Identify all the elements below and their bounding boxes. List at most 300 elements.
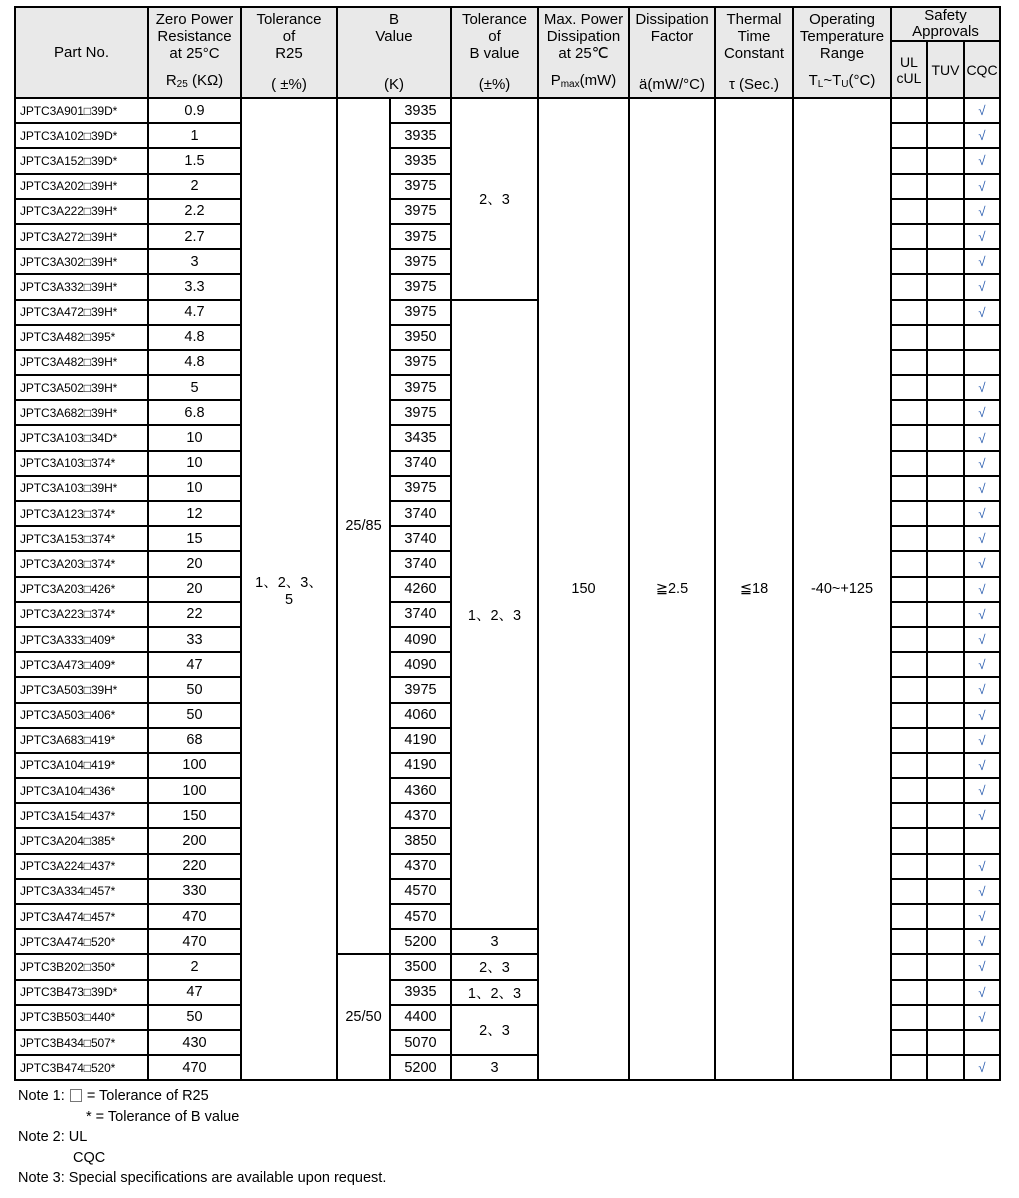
- b-value: 3740: [390, 501, 451, 526]
- tuv-approval: [927, 425, 964, 450]
- ul-approval: [891, 677, 927, 702]
- tuv-approval: [927, 854, 964, 879]
- ul-approval: [891, 1005, 927, 1030]
- header-zero-power-title: [156, 11, 234, 62]
- part-number: JPTC3A152□39D*: [15, 148, 148, 173]
- tuv-approval: [927, 174, 964, 199]
- header-tolerance-b: [451, 7, 538, 98]
- header-operating-temperature: [793, 7, 891, 98]
- b-value: 5070: [390, 1030, 451, 1055]
- zero-power-resistance: 100: [148, 753, 241, 778]
- tuv-approval: [927, 627, 964, 652]
- header-cqc: CQC: [964, 41, 1000, 98]
- cqc-check-icon: [964, 325, 1000, 350]
- part-number: JPTC3A223□374*: [15, 602, 148, 627]
- header-zero-power-unit: $R_{25}$ (KΩ): [165, 72, 224, 90]
- header-line: Tolerance: [461, 11, 528, 28]
- part-number: JPTC3A482□395*: [15, 325, 148, 350]
- b-value: 3950: [390, 325, 451, 350]
- zero-power-resistance: 47: [148, 980, 241, 1005]
- cqc-check-icon: √: [964, 577, 1000, 602]
- tuv-approval: [927, 577, 964, 602]
- ul-approval: [891, 148, 927, 173]
- b-value: 3850: [390, 828, 451, 853]
- b-value: 3935: [390, 148, 451, 173]
- b-value: 4060: [390, 703, 451, 728]
- part-number: JPTC3A222□39H*: [15, 199, 148, 224]
- ul-approval: [891, 451, 927, 476]
- zero-power-resistance: 68: [148, 728, 241, 753]
- zero-power-resistance: 2.7: [148, 224, 241, 249]
- tuv-approval: [927, 703, 964, 728]
- part-number: JPTC3A224□437*: [15, 854, 148, 879]
- b-value: 3740: [390, 526, 451, 551]
- tuv-approval: [927, 526, 964, 551]
- header-tolerance-r25: [241, 7, 337, 98]
- header-line: of: [282, 28, 296, 45]
- b-value: 3935: [390, 123, 451, 148]
- zero-power-resistance: 1: [148, 123, 241, 148]
- part-number: JPTC3A202□39H*: [15, 174, 148, 199]
- header-line: Tolerance: [256, 11, 322, 28]
- zero-power-resistance: 6.8: [148, 400, 241, 425]
- header-line: Dissipation: [635, 11, 709, 28]
- zero-power-resistance: 470: [148, 1055, 241, 1080]
- b-value: 3975: [390, 400, 451, 425]
- cqc-check-icon: √: [964, 300, 1000, 325]
- tuv-approval: [927, 1055, 964, 1080]
- cqc-check-icon: √: [964, 980, 1000, 1005]
- b-value: 5200: [390, 929, 451, 954]
- header-thermal-time-constant-unit: τ (Sec.): [728, 76, 780, 93]
- part-number: JPTC3A683□419*: [15, 728, 148, 753]
- ul-approval: [891, 854, 927, 879]
- box-symbol-icon: [70, 1089, 82, 1102]
- ul-approval: [891, 904, 927, 929]
- tuv-approval: [927, 954, 964, 979]
- tuv-approval: [927, 375, 964, 400]
- notes: [18, 1086, 386, 1189]
- tuv-approval: [927, 980, 964, 1005]
- header-zero-power-content: [149, 8, 240, 97]
- ul-approval: [891, 980, 927, 1005]
- header-safety-approvals: Safety Approvals: [891, 7, 1000, 41]
- ul-approval: [891, 551, 927, 576]
- b-value: 4190: [390, 753, 451, 778]
- ul-approval: [891, 98, 927, 123]
- tolerance-b-value: 2、3: [451, 954, 538, 979]
- zero-power-resistance: 2: [148, 174, 241, 199]
- cqc-check-icon: √: [964, 274, 1000, 299]
- tolerance-r25-line: 1、2、3、: [255, 574, 323, 591]
- header-tolerance-r25-title: [256, 11, 321, 62]
- note-1-b: * = Tolerance of B value: [86, 1108, 240, 1125]
- part-number: JPTC3B473□39D*: [15, 980, 148, 1005]
- header-line: Factor: [650, 28, 694, 45]
- tuv-approval: [927, 199, 964, 224]
- zero-power-resistance: 5: [148, 375, 241, 400]
- part-number: JPTC3A334□457*: [15, 879, 148, 904]
- b-value: 3975: [390, 350, 451, 375]
- b-value: 4570: [390, 904, 451, 929]
- ul-approval: [891, 703, 927, 728]
- header-line: Dissipation: [546, 28, 621, 45]
- tuv-approval: [927, 904, 964, 929]
- zero-power-resistance: 22: [148, 602, 241, 627]
- b-value: 4260: [390, 577, 451, 602]
- b-value: 4570: [390, 879, 451, 904]
- tuv-approval: [927, 224, 964, 249]
- zero-power-resistance: 50: [148, 1005, 241, 1030]
- cqc-check-icon: √: [964, 451, 1000, 476]
- header-tolerance-b-content: [452, 8, 537, 97]
- b-value: 3740: [390, 451, 451, 476]
- part-number: JPTC3B202□350*: [15, 954, 148, 979]
- part-number: JPTC3A153□374*: [15, 526, 148, 551]
- zero-power-resistance: 2.2: [148, 199, 241, 224]
- ul-approval: [891, 123, 927, 148]
- b-value-range: 25/50: [337, 954, 390, 1080]
- thermistor-spec-table: [14, 6, 1001, 1081]
- header-line: Time: [737, 28, 771, 45]
- tolerance-r25-line: 5: [284, 591, 294, 608]
- b-value: 3740: [390, 551, 451, 576]
- cqc-check-icon: √: [964, 954, 1000, 979]
- header-max-power-unit: $P_{max}(mW)$: [550, 72, 617, 90]
- b-value: 3975: [390, 300, 451, 325]
- ul-approval: [891, 778, 927, 803]
- part-number: JPTC3B434□507*: [15, 1030, 148, 1055]
- ul-approval: [891, 954, 927, 979]
- header-line: at 25℃: [558, 45, 609, 62]
- header-line: Zero Power: [155, 11, 234, 28]
- note-3: Note 3: Special specifications are available upon request.: [18, 1170, 387, 1187]
- tuv-approval: [927, 300, 964, 325]
- note-2-b: CQC: [73, 1149, 106, 1166]
- dissipation-factor: ≧2.5: [629, 98, 715, 1080]
- part-number: JPTC3A333□409*: [15, 627, 148, 652]
- cqc-check-icon: √: [964, 652, 1000, 677]
- b-value: 4370: [390, 803, 451, 828]
- zero-power-resistance: 0.9: [148, 98, 241, 123]
- tolerance-b-value: 1、2、3: [451, 980, 538, 1005]
- cqc-check-icon: √: [964, 501, 1000, 526]
- zero-power-resistance: 47: [148, 652, 241, 677]
- tuv-approval: [927, 677, 964, 702]
- b-value: 4090: [390, 652, 451, 677]
- part-number: JPTC3A474□520*: [15, 929, 148, 954]
- cqc-check-icon: √: [964, 778, 1000, 803]
- part-number: JPTC3A332□39H*: [15, 274, 148, 299]
- part-number: JPTC3A154□437*: [15, 803, 148, 828]
- tuv-approval: [927, 602, 964, 627]
- tuv-approval: [927, 551, 964, 576]
- header-operating-temperature-unit: $T_L\sim T_U(^\circ C)$: [808, 72, 876, 90]
- zero-power-resistance: 4.7: [148, 300, 241, 325]
- tuv-approval: [927, 274, 964, 299]
- ul-approval: [891, 803, 927, 828]
- b-value: 4400: [390, 1005, 451, 1030]
- header-tuv: TUV: [927, 41, 964, 98]
- part-number: JPTC3A272□39H*: [15, 224, 148, 249]
- header-line: R25: [275, 45, 303, 62]
- tolerance-r25: [241, 98, 337, 1080]
- cqc-check-icon: √: [964, 854, 1000, 879]
- part-number: JPTC3A474□457*: [15, 904, 148, 929]
- zero-power-resistance: 20: [148, 551, 241, 576]
- header-tolerance-r25-unit: ( ±%): [271, 76, 307, 93]
- header-zero-power: [148, 7, 241, 98]
- zero-power-resistance: 330: [148, 879, 241, 904]
- zero-power-resistance: 50: [148, 703, 241, 728]
- zero-power-resistance: 470: [148, 904, 241, 929]
- b-value: 4090: [390, 627, 451, 652]
- b-value: 3740: [390, 602, 451, 627]
- part-number: JPTC3A203□426*: [15, 577, 148, 602]
- zero-power-resistance: 12: [148, 501, 241, 526]
- zero-power-resistance: 200: [148, 828, 241, 853]
- header-ul-cul: UL cUL: [891, 41, 927, 98]
- part-number: JPTC3A502□39H*: [15, 375, 148, 400]
- ul-approval: [891, 577, 927, 602]
- tuv-approval: [927, 753, 964, 778]
- header-line: of: [488, 28, 501, 45]
- ul-approval: [891, 325, 927, 350]
- b-value: 3975: [390, 174, 451, 199]
- header-max-power: [538, 7, 629, 98]
- zero-power-resistance: 10: [148, 476, 241, 501]
- cqc-check-icon: √: [964, 728, 1000, 753]
- zero-power-resistance: 3: [148, 249, 241, 274]
- cqc-check-icon: √: [964, 879, 1000, 904]
- part-number: JPTC3A102□39D*: [15, 123, 148, 148]
- ul-approval: [891, 425, 927, 450]
- part-number: JPTC3A104□436*: [15, 778, 148, 803]
- ul-approval: [891, 526, 927, 551]
- b-value: 4190: [390, 728, 451, 753]
- ul-approval: [891, 1055, 927, 1080]
- ul-approval: [891, 249, 927, 274]
- tolerance-b-value: 1、2、3: [451, 300, 538, 930]
- ul-approval: [891, 879, 927, 904]
- tuv-approval: [927, 879, 964, 904]
- ul-approval: [891, 728, 927, 753]
- tuv-approval: [927, 249, 964, 274]
- header-line: Range: [819, 45, 865, 62]
- header-line: B: [388, 11, 399, 28]
- zero-power-resistance: 1.5: [148, 148, 241, 173]
- zero-power-resistance: 3.3: [148, 274, 241, 299]
- part-number: JPTC3B503□440*: [15, 1005, 148, 1030]
- header-line: Max. Power: [543, 11, 624, 28]
- ul-approval: [891, 476, 927, 501]
- zero-power-resistance: 4.8: [148, 350, 241, 375]
- cqc-check-icon: √: [964, 677, 1000, 702]
- b-value: 3935: [390, 980, 451, 1005]
- tuv-approval: [927, 123, 964, 148]
- tolerance-b-value: 3: [451, 1055, 538, 1080]
- header-tolerance-b-title: [462, 11, 527, 62]
- ul-approval: [891, 199, 927, 224]
- header-line: Thermal: [726, 11, 782, 28]
- zero-power-resistance: 100: [148, 778, 241, 803]
- ul-approval: [891, 828, 927, 853]
- tuv-approval: [927, 1005, 964, 1030]
- cqc-check-icon: √: [964, 123, 1000, 148]
- b-value: 5200: [390, 1055, 451, 1080]
- ul-approval: [891, 929, 927, 954]
- part-number: JPTC3A204□385*: [15, 828, 148, 853]
- part-number: JPTC3A123□374*: [15, 501, 148, 526]
- zero-power-resistance: 150: [148, 803, 241, 828]
- cqc-check-icon: √: [964, 1055, 1000, 1080]
- b-value: 3975: [390, 375, 451, 400]
- header-dissipation-factor-unit: ä(mW/°C): [639, 76, 705, 93]
- cqc-check-icon: √: [964, 199, 1000, 224]
- b-value: 3975: [390, 199, 451, 224]
- header-line: Temperature: [799, 28, 885, 45]
- header-max-power-content: [539, 8, 628, 97]
- ul-approval: [891, 627, 927, 652]
- cqc-check-icon: √: [964, 602, 1000, 627]
- header-dissipation-factor-content: [630, 8, 714, 97]
- cqc-check-icon: √: [964, 375, 1000, 400]
- cqc-check-icon: √: [964, 929, 1000, 954]
- tuv-approval: [927, 350, 964, 375]
- tuv-approval: [927, 325, 964, 350]
- part-number: JPTC3A503□39H*: [15, 677, 148, 702]
- part-number: JPTC3A103□39H*: [15, 476, 148, 501]
- zero-power-resistance: 4.8: [148, 325, 241, 350]
- zero-power-resistance: 50: [148, 677, 241, 702]
- zero-power-resistance: 10: [148, 425, 241, 450]
- max-power-dissipation: 150: [538, 98, 629, 1080]
- header-b-value-title: [375, 11, 412, 45]
- header-operating-temperature-title: [800, 11, 884, 62]
- header-line: Resistance: [157, 28, 232, 45]
- tolerance-b-value: 2、3: [451, 1005, 538, 1055]
- header-max-power-title: [544, 11, 623, 62]
- part-number: JPTC3A302□39H*: [15, 249, 148, 274]
- header-line: at 25°C: [169, 45, 220, 62]
- cqc-check-icon: √: [964, 803, 1000, 828]
- header-b-value-unit: (K): [384, 76, 404, 93]
- cqc-check-icon: √: [964, 753, 1000, 778]
- tuv-approval: [927, 828, 964, 853]
- cqc-check-icon: [964, 1030, 1000, 1055]
- cqc-check-icon: √: [964, 249, 1000, 274]
- tuv-approval: [927, 98, 964, 123]
- cqc-check-icon: √: [964, 526, 1000, 551]
- header-thermal-time-constant: [715, 7, 793, 98]
- tuv-approval: [927, 148, 964, 173]
- header-dissipation-factor-title: [635, 11, 708, 45]
- cqc-check-icon: √: [964, 551, 1000, 576]
- zero-power-resistance: 33: [148, 627, 241, 652]
- cqc-check-icon: √: [964, 148, 1000, 173]
- tuv-approval: [927, 476, 964, 501]
- tuv-approval: [927, 1030, 964, 1055]
- part-number: JPTC3A103□34D*: [15, 425, 148, 450]
- ul-approval: [891, 753, 927, 778]
- zero-power-resistance: 20: [148, 577, 241, 602]
- header-thermal-time-constant-content: [716, 8, 792, 97]
- b-value-range: 25/85: [337, 98, 390, 954]
- zero-power-resistance: 470: [148, 929, 241, 954]
- tuv-approval: [927, 451, 964, 476]
- cqc-check-icon: [964, 350, 1000, 375]
- header-line: Value: [375, 28, 413, 45]
- cqc-check-icon: √: [964, 425, 1000, 450]
- tolerance-b-value: 2、3: [451, 98, 538, 300]
- cqc-check-icon: √: [964, 98, 1000, 123]
- part-number: JPTC3A901□39D*: [15, 98, 148, 123]
- cqc-check-icon: √: [964, 224, 1000, 249]
- ul-approval: [891, 274, 927, 299]
- thermal-time-constant: ≦18: [715, 98, 793, 1080]
- header-tolerance-b-unit: (±%): [478, 76, 511, 93]
- header-operating-temperature-content: [794, 8, 890, 97]
- tuv-approval: [927, 929, 964, 954]
- part-number: JPTC3A682□39H*: [15, 400, 148, 425]
- ul-approval: [891, 350, 927, 375]
- zero-power-resistance: 220: [148, 854, 241, 879]
- zero-power-resistance: 15: [148, 526, 241, 551]
- part-number: JPTC3A503□406*: [15, 703, 148, 728]
- header-tolerance-r25-content: [242, 8, 336, 97]
- ul-approval: [891, 400, 927, 425]
- zero-power-resistance: 10: [148, 451, 241, 476]
- part-number: JPTC3A482□39H*: [15, 350, 148, 375]
- part-number: JPTC3A103□374*: [15, 451, 148, 476]
- tolerance-b-value: 3: [451, 929, 538, 954]
- zero-power-resistance: 2: [148, 954, 241, 979]
- ul-approval: [891, 375, 927, 400]
- ul-approval: [891, 174, 927, 199]
- cqc-check-icon: √: [964, 174, 1000, 199]
- part-number: JPTC3A104□419*: [15, 753, 148, 778]
- b-value: 3935: [390, 98, 451, 123]
- header-b-value-content: [338, 8, 450, 97]
- ul-approval: [891, 300, 927, 325]
- header-line: Operating: [809, 11, 875, 28]
- ul-approval: [891, 501, 927, 526]
- b-value: 3435: [390, 425, 451, 450]
- b-value: 3975: [390, 249, 451, 274]
- tuv-approval: [927, 778, 964, 803]
- header-line: B value: [469, 45, 520, 62]
- zero-power-resistance: 430: [148, 1030, 241, 1055]
- header-row: [15, 7, 1000, 41]
- tuv-approval: [927, 501, 964, 526]
- part-number: JPTC3B474□520*: [15, 1055, 148, 1080]
- note-1: Note 1: = Tolerance of R25: [18, 1088, 209, 1104]
- part-number: JPTC3A472□39H*: [15, 300, 148, 325]
- header-part-no: Part No.: [15, 7, 148, 98]
- ul-approval: [891, 224, 927, 249]
- cqc-check-icon: √: [964, 627, 1000, 652]
- b-value: 3975: [390, 677, 451, 702]
- cqc-check-icon: [964, 828, 1000, 853]
- ul-approval: [891, 652, 927, 677]
- b-value: 4360: [390, 778, 451, 803]
- b-value: 3975: [390, 274, 451, 299]
- header-dissipation-factor: [629, 7, 715, 98]
- cqc-check-icon: √: [964, 1005, 1000, 1030]
- ul-approval: [891, 1030, 927, 1055]
- header-thermal-time-constant-title: [724, 11, 784, 62]
- part-number: JPTC3A203□374*: [15, 551, 148, 576]
